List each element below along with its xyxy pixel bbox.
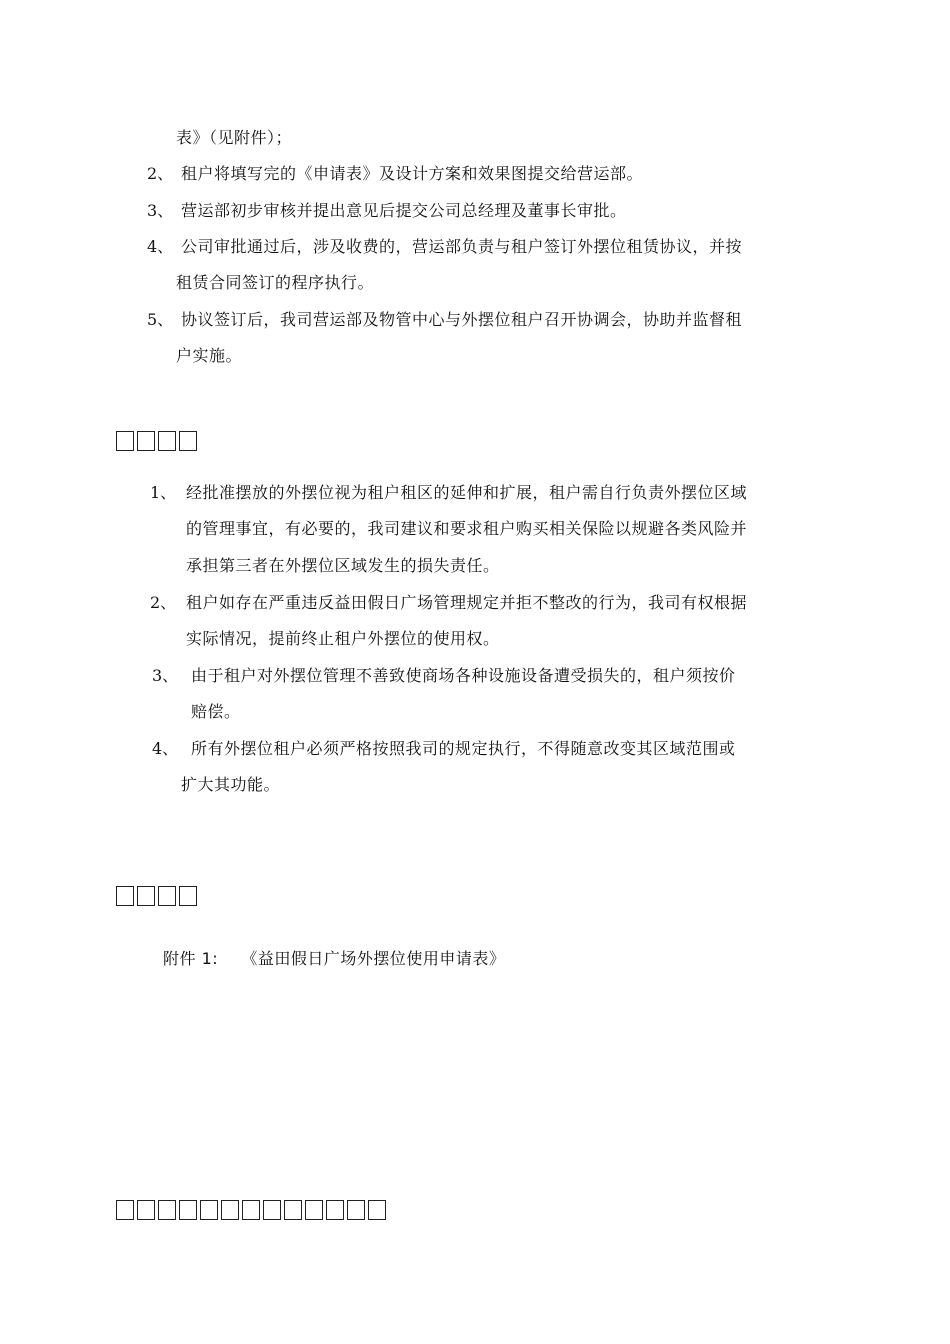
list-item-text: 赔偿。 [191,702,241,721]
missing-glyph-box [263,1200,281,1220]
list-item-text: 承担第三者在外摆位区域发生的损失责任。 [186,556,500,575]
section-heading-missing-glyphs [116,431,197,451]
missing-glyph-box [284,1200,302,1220]
attachment-title: 《益田假日广场外摆位使用申请表》 [241,949,506,968]
list-number: 1、 [150,483,177,502]
attachment-line [163,948,505,970]
missing-glyph-box [137,431,155,451]
list-item-text: 营运部初步审核并提出意见后提交公司总经理及董事长审批。 [181,201,627,220]
missing-glyph-box [347,1200,365,1220]
missing-glyph-box [137,1200,155,1220]
list-item-text: 公司审批通过后，涉及收费的，营运部负责与租户签订外摆位租赁协议，并按 [181,237,743,256]
missing-glyph-box [116,886,134,906]
list-item-text: 所有外摆位租户必须严格按照我司的规定执行，不得随意改变其区域范围或 [191,739,736,758]
continuation-line: 表》（见附件）； [176,128,293,147]
missing-glyph-box [221,1200,239,1220]
list-item-text: 户实施。 [176,346,243,365]
list-number: 3、 [147,201,174,220]
missing-glyph-box [116,431,134,451]
list-item-text: 经批准摆放的外摆位视为租户租区的延伸和扩展，租户需自行负责外摆位区域 [186,483,748,502]
list-item-text: 扩大其功能。 [181,775,281,794]
missing-glyph-box [368,1200,386,1220]
section-heading-missing-glyphs [116,1200,386,1220]
list-number: 4、 [147,237,174,256]
list-item-text: 的管理事宜，有必要的，我司建议和要求租户购买相关保险以规避各类风险并 [186,519,748,538]
list-item-text: 由于租户对外摆位管理不善致使商场各种设施设备遭受损失的，租户须按价 [191,666,736,685]
missing-glyph-box [200,1200,218,1220]
list-item-text: 租赁合同签订的程序执行。 [176,273,375,292]
section-heading-missing-glyphs [116,886,197,906]
list-number: 3、 [152,666,179,685]
missing-glyph-box [179,1200,197,1220]
missing-glyph-box [137,886,155,906]
list-item-text: 租户如存在严重违反益田假日广场管理规定并拒不整改的行为，我司有权根据 [186,593,748,612]
list-item-text: 租户将填写完的《申请表》及设计方案和效果图提交给营运部。 [181,164,644,183]
list-item-text: 协议签订后，我司营运部及物管中心与外摆位租户召开协调会，协助并监督租 [181,310,743,329]
missing-glyph-box [158,431,176,451]
missing-glyph-box [158,1200,176,1220]
list-item-text: 实际情况，提前终止租户外摆位的使用权。 [186,629,500,648]
missing-glyph-box [179,886,197,906]
missing-glyph-box [242,1200,260,1220]
attachment-label: 附件 1: [163,949,219,968]
missing-glyph-box [179,431,197,451]
missing-glyph-box [158,886,176,906]
missing-glyph-box [305,1200,323,1220]
missing-glyph-box [116,1200,134,1220]
missing-glyph-box [326,1200,344,1220]
list-number: 5、 [147,310,174,329]
list-number: 2、 [150,593,177,612]
list-number: 2、 [147,164,174,183]
list-number: 4、 [152,739,179,758]
